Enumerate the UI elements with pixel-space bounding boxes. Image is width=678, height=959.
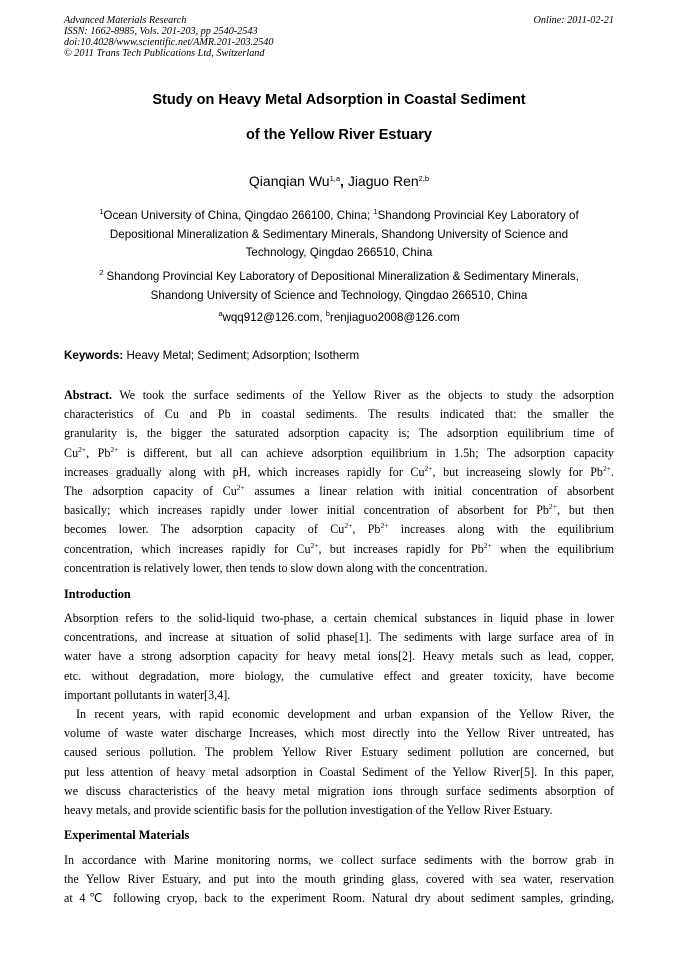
intro-line: caused serious pollution. The problem Yellow River Estuary sediment pollution are concerned, but: [64, 745, 614, 760]
experimental-line: the Yellow River Estuary, and put into the mouth grinding glass, covered with sea water, reservation: [64, 872, 614, 887]
ion-charge: 2+: [483, 540, 492, 550]
author-separator: ,: [340, 173, 348, 189]
abstract-text: , but increases rapidly for Pb: [318, 541, 484, 556]
abstract-line: [64, 463, 614, 482]
abstract: [64, 386, 614, 578]
paper-title-line-2: of the Yellow River Estuary: [246, 127, 432, 143]
experimental-body: [64, 851, 614, 909]
ion-charge: 2+: [424, 463, 433, 473]
affiliation-1-mark-b: 1: [373, 207, 378, 216]
issn-line: ISSN: 1662-8985, Vols. 201-203, pp 2540-2543: [64, 26, 258, 37]
intro-line: we discuss characteristics of the heavy metal migration ions through surface sediments absorption of: [64, 783, 614, 798]
intro-line: water have a strong adsorption capacity for heavy metal ions[2]. Heavy metals such as lead, copper,: [64, 649, 614, 664]
doi-line: doi:10.4028/www.scientific.net/AMR.201-203.2540: [64, 37, 274, 48]
author-1-name: Qianqian Wu: [248, 173, 330, 189]
abstract-line: [64, 520, 614, 539]
abstract-text: The adsorption capacity of Cu: [64, 483, 237, 498]
ion-charge: 2+: [344, 521, 353, 531]
abstract-text: , but increaseing slowly for Pb: [432, 464, 603, 479]
affiliation-2-line-1: [64, 268, 614, 287]
ion-charge: 2+: [110, 444, 119, 454]
introduction-body: [64, 609, 614, 820]
abstract-label: Abstract.: [64, 388, 113, 402]
abstract-text: , Pb: [86, 445, 111, 460]
keywords-text: Heavy Metal; Sediment; Adsorption; Isotherm: [123, 349, 360, 362]
abstract-text: Cu: [64, 445, 79, 460]
paper-title-line-1: Study on Heavy Metal Adsorption in Coastal Sediment: [152, 92, 526, 108]
intro-line: Absorption refers to the solid-liquid two-phase, a certain chemical substances in liquid phase in lower: [64, 611, 614, 625]
abstract-line: [64, 482, 614, 501]
affiliation-1: [64, 207, 614, 263]
abstract-text: We took the surface sediments of the Yellow River as the objects to study the adsorption: [112, 388, 614, 402]
online-date-text: Online: 2011-02-21: [533, 15, 614, 26]
email-a: wqq912@126.com,: [222, 311, 326, 324]
abstract-line: [64, 540, 614, 559]
keywords: [64, 349, 359, 362]
copyright-line: © 2011 Trans Tech Publications Ltd, Switzerland: [64, 48, 265, 59]
email-b-mark: b: [325, 309, 330, 318]
author-1-affiliation-mark: 1,a: [329, 174, 341, 183]
abstract-line: [64, 386, 614, 405]
ion-charge: 2+: [78, 444, 87, 454]
abstract-text: when the equilibrium: [491, 541, 614, 556]
abstract-text: concentration, which increases rapidly for Cu: [64, 541, 311, 556]
intro-line: In recent years, with rapid economic development and urban expansion of the Yellow River, the: [76, 706, 614, 721]
abstract-line: [64, 444, 614, 463]
section-heading-experimental-materials: Experimental Materials: [64, 828, 190, 842]
affiliation-1-text-b: Shandong Provincial Key Laboratory of: [377, 209, 579, 222]
journal-name: Advanced Materials Research: [64, 15, 187, 26]
abstract-line: concentration is relatively lower, then tends to slow down along with the concentration.: [64, 560, 488, 575]
affiliation-2-line-2: Shandong University of Science and Technology, Qingdao 266510, China: [150, 288, 528, 302]
abstract-text: becomes lower. The adsorption capacity of Cu: [64, 522, 345, 537]
author-emails: [0, 311, 678, 324]
abstract-text: , Pb: [352, 522, 381, 537]
abstract-text: , but then: [556, 503, 614, 518]
affiliation-1-line-2: Depositional Mineralization & Sedimentary Minerals, Shandong University of Science and: [109, 227, 569, 241]
intro-line: concentrations, and increase at situation of solid phase[1]. The sediments with large surface area of in: [64, 630, 614, 645]
ion-charge: 2+: [602, 463, 611, 473]
ion-charge: 2+: [236, 482, 245, 492]
abstract-text: .: [610, 464, 614, 479]
intro-line: important pollutants in water[3,4].: [64, 687, 231, 702]
affiliation-1-line-1: [64, 207, 614, 226]
email-a-mark: a: [218, 309, 223, 318]
ion-charge: 2+: [548, 502, 557, 512]
email-b: renjiaguo2008@126.com: [329, 311, 460, 324]
intro-line: etc. without degradation, more biology, the cumulative effect and greater toxicity, have become: [64, 668, 614, 683]
abstract-text: increases gradually along with pH, which increases rapidly for Cu: [64, 464, 425, 479]
abstract-line: characteristics of Cu and Pb in coastal sediments. The results indicated that: the smaller the: [64, 407, 614, 422]
abstract-text: is different, but all can achieve adsorption equilibrium in 1.5h; The adsorption capacity: [118, 445, 614, 460]
author-2-affiliation-mark: 2,b: [418, 174, 430, 183]
ion-charge: 2+: [310, 540, 319, 550]
author-list: [0, 173, 678, 189]
author-2-name: Jiaguo Ren: [347, 173, 419, 189]
abstract-text: increases along with the equilibrium: [388, 522, 614, 537]
online-date: [534, 15, 614, 26]
affiliation-2-mark: 2: [99, 268, 104, 277]
affiliation-1-text-a: Ocean University of China, Qingdao 266100, China;: [103, 209, 374, 222]
experimental-line: In accordance with Marine monitoring norms, we collect surface sediments with the borrow grab in: [64, 853, 614, 867]
affiliation-2: [64, 268, 614, 305]
affiliation-2-text: Shandong Provincial Key Laboratory of Depositional Mineralization & Sedimentary Minerals,: [103, 270, 579, 283]
affiliation-1-line-3: Technology, Qingdao 266510, China: [245, 246, 433, 259]
affiliation-1-mark: 1: [99, 207, 104, 216]
abstract-text: basically; which increases rapidly under lower initial concentration of absorbent for Pb: [64, 503, 549, 518]
keywords-label: Keywords:: [64, 349, 124, 362]
abstract-text: assumes a linear relation with initial concentration of absorbent: [244, 483, 614, 498]
abstract-line: [64, 501, 614, 520]
ion-charge: 2+: [380, 521, 389, 531]
journal-header: [64, 15, 273, 59]
abstract-line: granularity is, the bigger the saturated adsorption capacity is; The adsorption equilibrium time of: [64, 426, 614, 441]
experimental-line: at 4℃ following cryop, back to the experiment Room. Natural dry about sediment samples, grinding,: [64, 891, 614, 906]
section-heading-introduction: Introduction: [64, 587, 131, 601]
intro-line: volume of waste water discharge Increases, which most directly into the Yellow River untreated, has: [64, 726, 614, 741]
intro-line: heavy metals, and provide scientific basis for the pollution investigation of the Yellow River Estuary.: [64, 802, 553, 817]
intro-line: put less attention of heavy metal adsorption in Coastal Sediment of the Yellow River[5]. In this paper,: [64, 764, 614, 779]
